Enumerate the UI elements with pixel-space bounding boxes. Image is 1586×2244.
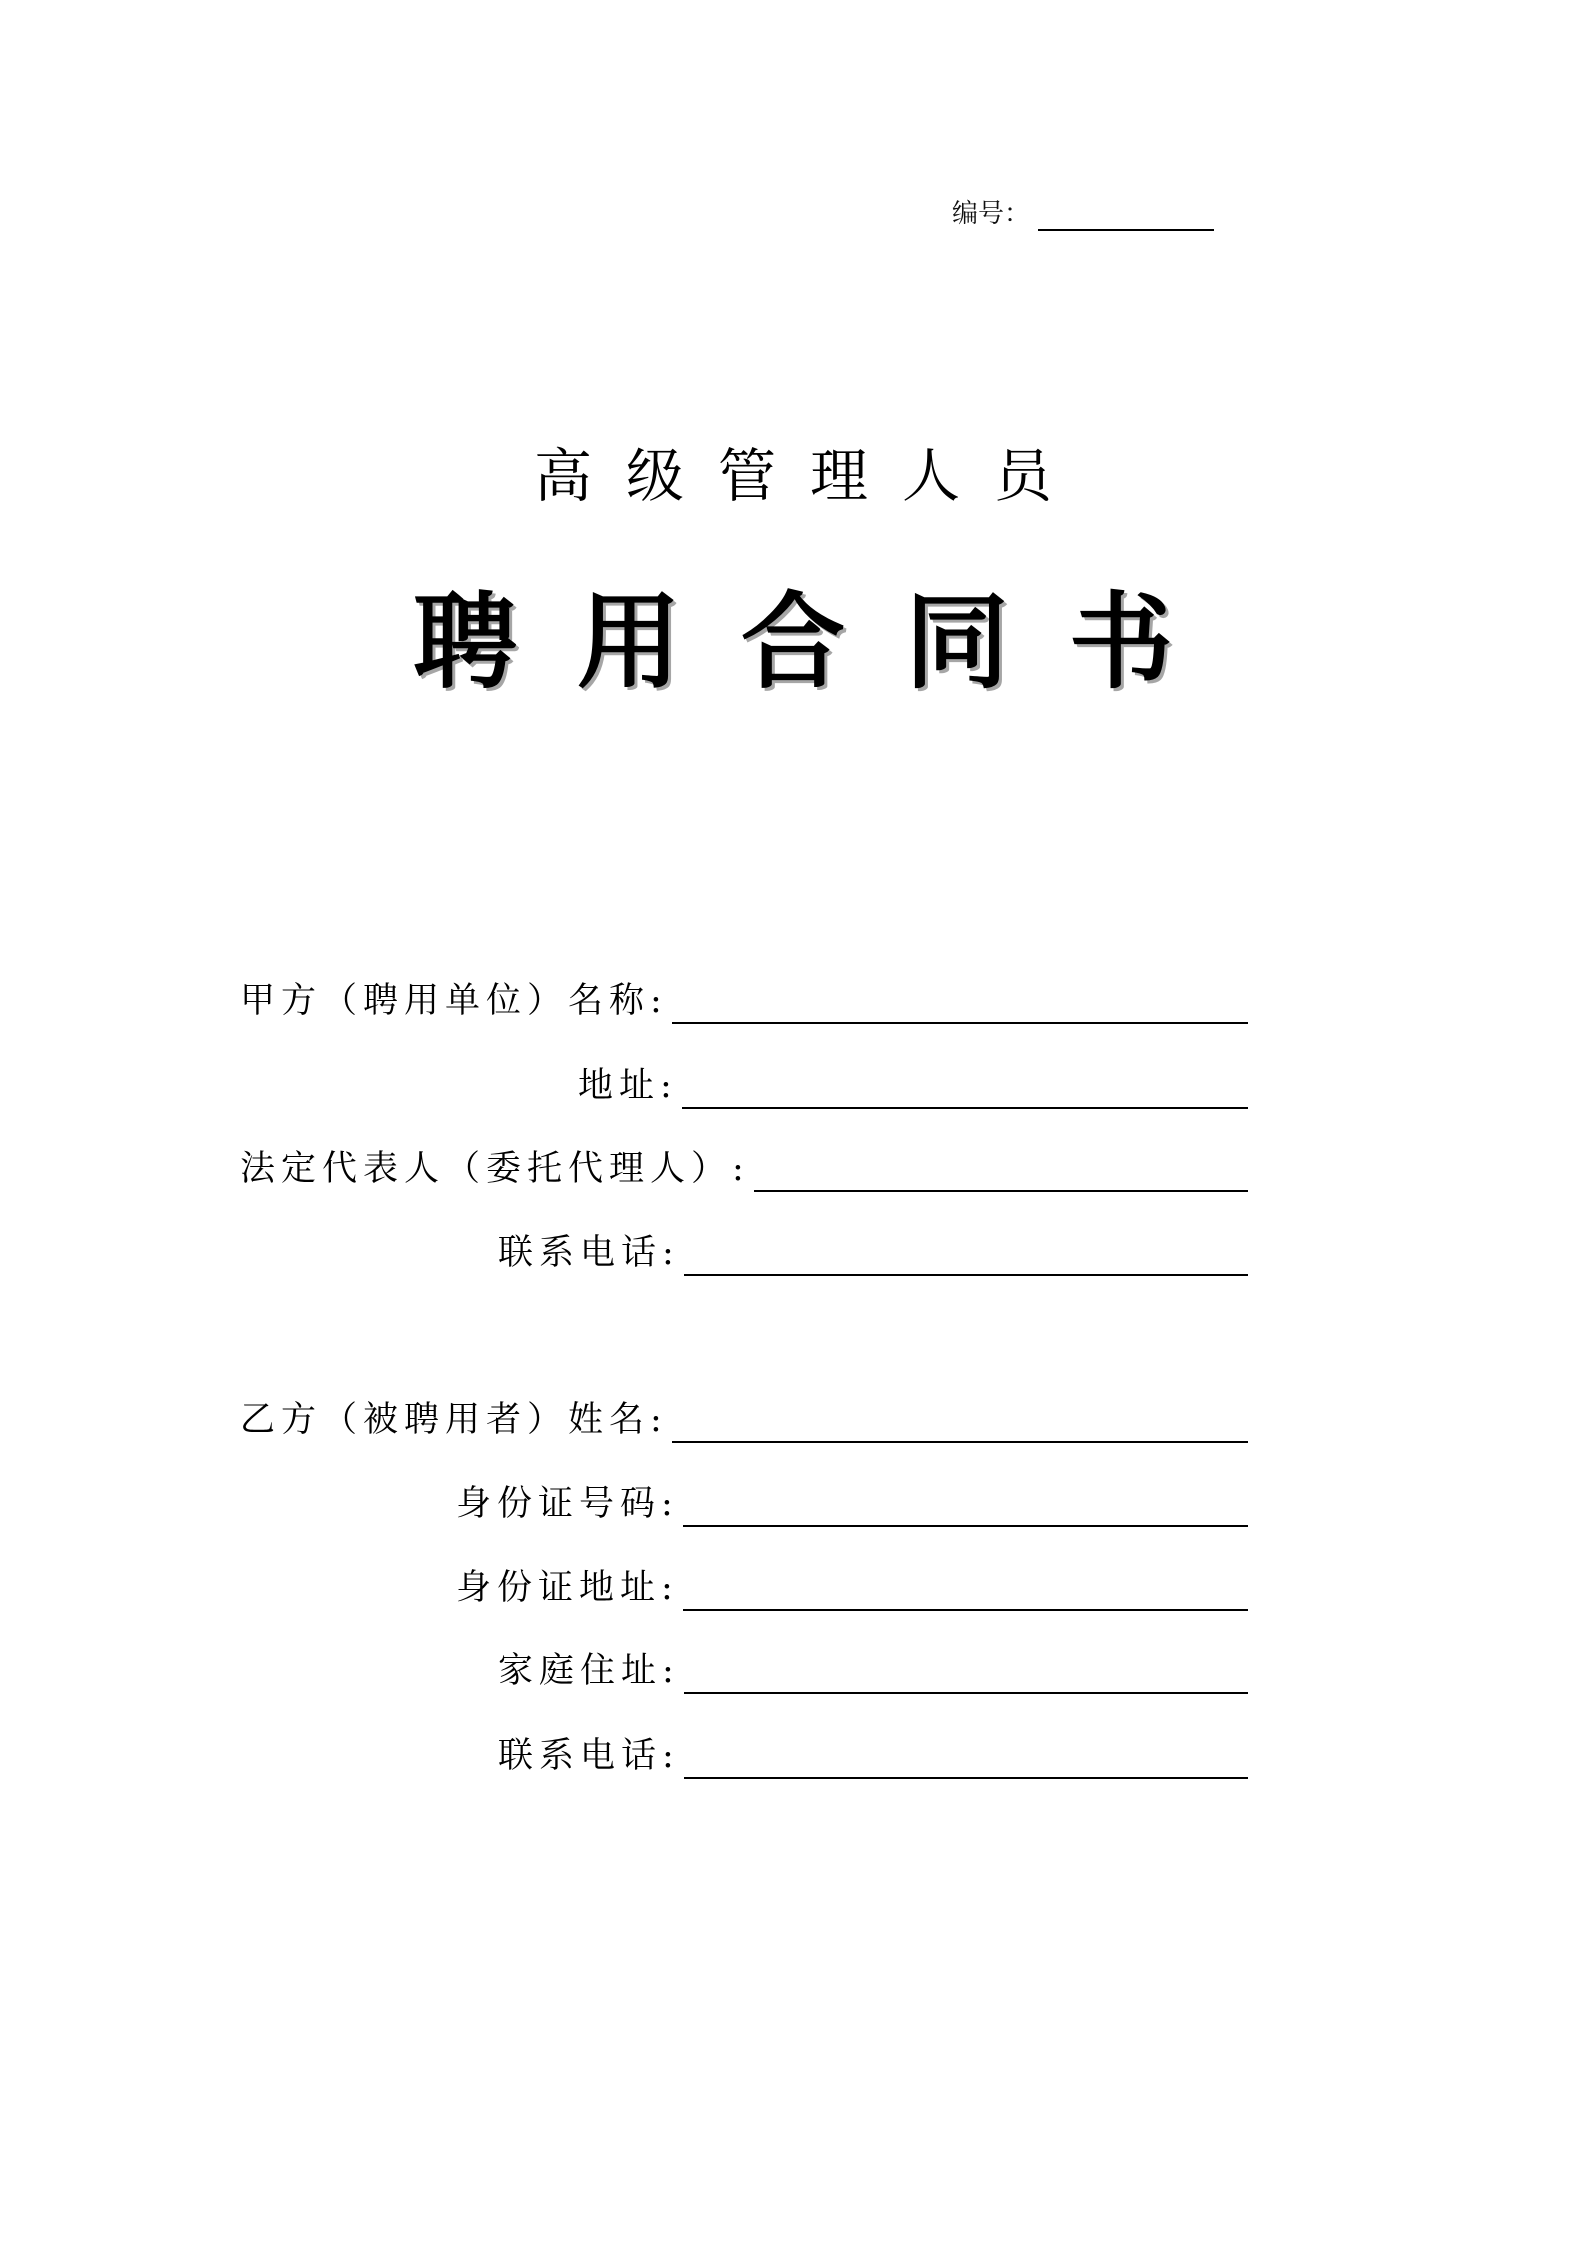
party-a-address-label: 地址: (578, 1066, 678, 1106)
document-title: 聘用合同书 (412, 580, 1233, 703)
party-a-representative-blank[interactable] (754, 1150, 1248, 1192)
party-b-id-address-field (456, 1565, 1248, 1611)
party-a-phone-field (498, 1230, 1248, 1276)
party-b-id-number-label: 身份证号码: (456, 1484, 679, 1524)
serial-number-label: 编号： (952, 199, 1031, 229)
party-a-address-field (578, 1063, 1248, 1109)
party-a-representative-label: 法定代表人（委托代理人）: (240, 1149, 750, 1189)
serial-number-blank[interactable] (1038, 201, 1214, 231)
party-a-address-blank[interactable] (682, 1067, 1248, 1109)
party-b-home-address-label: 家庭住址: (498, 1651, 680, 1691)
party-b-id-number-blank[interactable] (683, 1485, 1248, 1527)
party-b-id-address-label: 身份证地址: (456, 1568, 679, 1608)
serial-number-field (952, 197, 1214, 231)
party-a-phone-label: 联系电话: (498, 1233, 680, 1273)
party-a-name-field (240, 978, 1248, 1024)
party-b-name-field (240, 1397, 1248, 1443)
party-b-home-address-blank[interactable] (684, 1652, 1248, 1694)
party-a-phone-blank[interactable] (684, 1234, 1248, 1276)
party-b-phone-label: 联系电话: (498, 1736, 680, 1776)
party-b-phone-field (498, 1733, 1248, 1779)
document-subtitle: 高级管理人员 (533, 442, 1086, 510)
party-b-home-address-field (498, 1648, 1248, 1694)
party-b-name-label: 乙方（被聘用者）姓名: (240, 1400, 668, 1440)
party-a-name-blank[interactable] (672, 982, 1248, 1024)
party-a-representative-field (240, 1146, 1248, 1192)
party-a-name-label: 甲方（聘用单位）名称: (240, 981, 668, 1021)
party-b-name-blank[interactable] (672, 1401, 1248, 1443)
party-b-id-address-blank[interactable] (683, 1569, 1248, 1611)
party-b-phone-blank[interactable] (684, 1737, 1248, 1779)
party-b-id-number-field (456, 1481, 1248, 1527)
